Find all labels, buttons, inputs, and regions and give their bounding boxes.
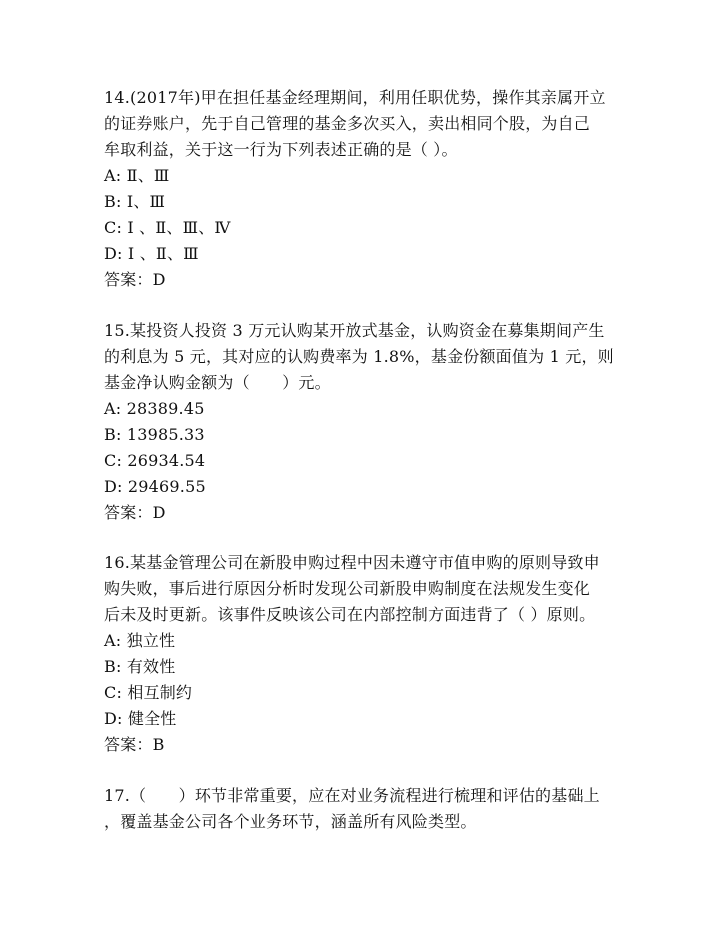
question-stem-line: 基金净认购金额为（ ）元。 [104, 373, 331, 392]
question-stem-line: 后未及时更新。该事件反映该公司在内部控制方面违背了（ ）原则。 [104, 605, 596, 624]
question-stem-line: 16.某基金管理公司在新股申购过程中因未遵守市值申购的原则导致申 [104, 553, 600, 572]
option-d: D: Ⅰ 、Ⅱ、Ⅲ [104, 244, 199, 263]
answer: 答案：D [104, 270, 166, 289]
question-stem-line: 牟取利益，关于这一行为下列表述正确的是（ ）。 [104, 140, 458, 159]
question-16 [104, 550, 624, 758]
question-17 [104, 783, 624, 835]
option-c: C: 26934.54 [104, 451, 206, 470]
question-stem-line: 购失败，事后进行原因分析时发现公司新股申购制度在法规发生变化 [104, 579, 591, 598]
option-b: B: Ⅰ、Ⅲ [104, 192, 166, 211]
question-14 [104, 85, 624, 293]
question-stem-line: 的利息为 5 元，其对应的认购费率为 1.8%，基金份额面值为 1 元，则 [104, 347, 614, 366]
question-stem-line: 17.（ ）环节非常重要，应在对业务流程进行梳理和评估的基础上 [104, 786, 600, 805]
question-stem-line: 的证券账户，先于自己管理的基金多次买入，卖出相同个股，为自己 [104, 114, 591, 133]
answer: 答案：B [104, 735, 165, 754]
question-stem-line: ，覆盖基金公司各个业务环节，涵盖所有风险类型。 [104, 812, 477, 831]
option-a: A: Ⅱ、Ⅲ [104, 166, 170, 185]
option-c: C: Ⅰ 、Ⅱ、Ⅲ、Ⅳ [104, 218, 231, 237]
question-15 [104, 318, 624, 526]
option-d: D: 健全性 [104, 709, 177, 728]
answer: 答案：D [104, 503, 166, 522]
question-stem-line: 15.某投资人投资 3 万元认购某开放式基金，认购资金在募集期间产生 [104, 321, 605, 340]
option-d: D: 29469.55 [104, 477, 206, 496]
option-b: B: 有效性 [104, 657, 176, 676]
option-a: A: 独立性 [104, 631, 176, 650]
question-stem-line: 14.(2017年)甲在担任基金经理期间，利用任职优势，操作其亲属开立 [104, 88, 606, 107]
option-a: A: 28389.45 [104, 399, 205, 418]
option-b: B: 13985.33 [104, 425, 205, 444]
option-c: C: 相互制约 [104, 683, 193, 702]
